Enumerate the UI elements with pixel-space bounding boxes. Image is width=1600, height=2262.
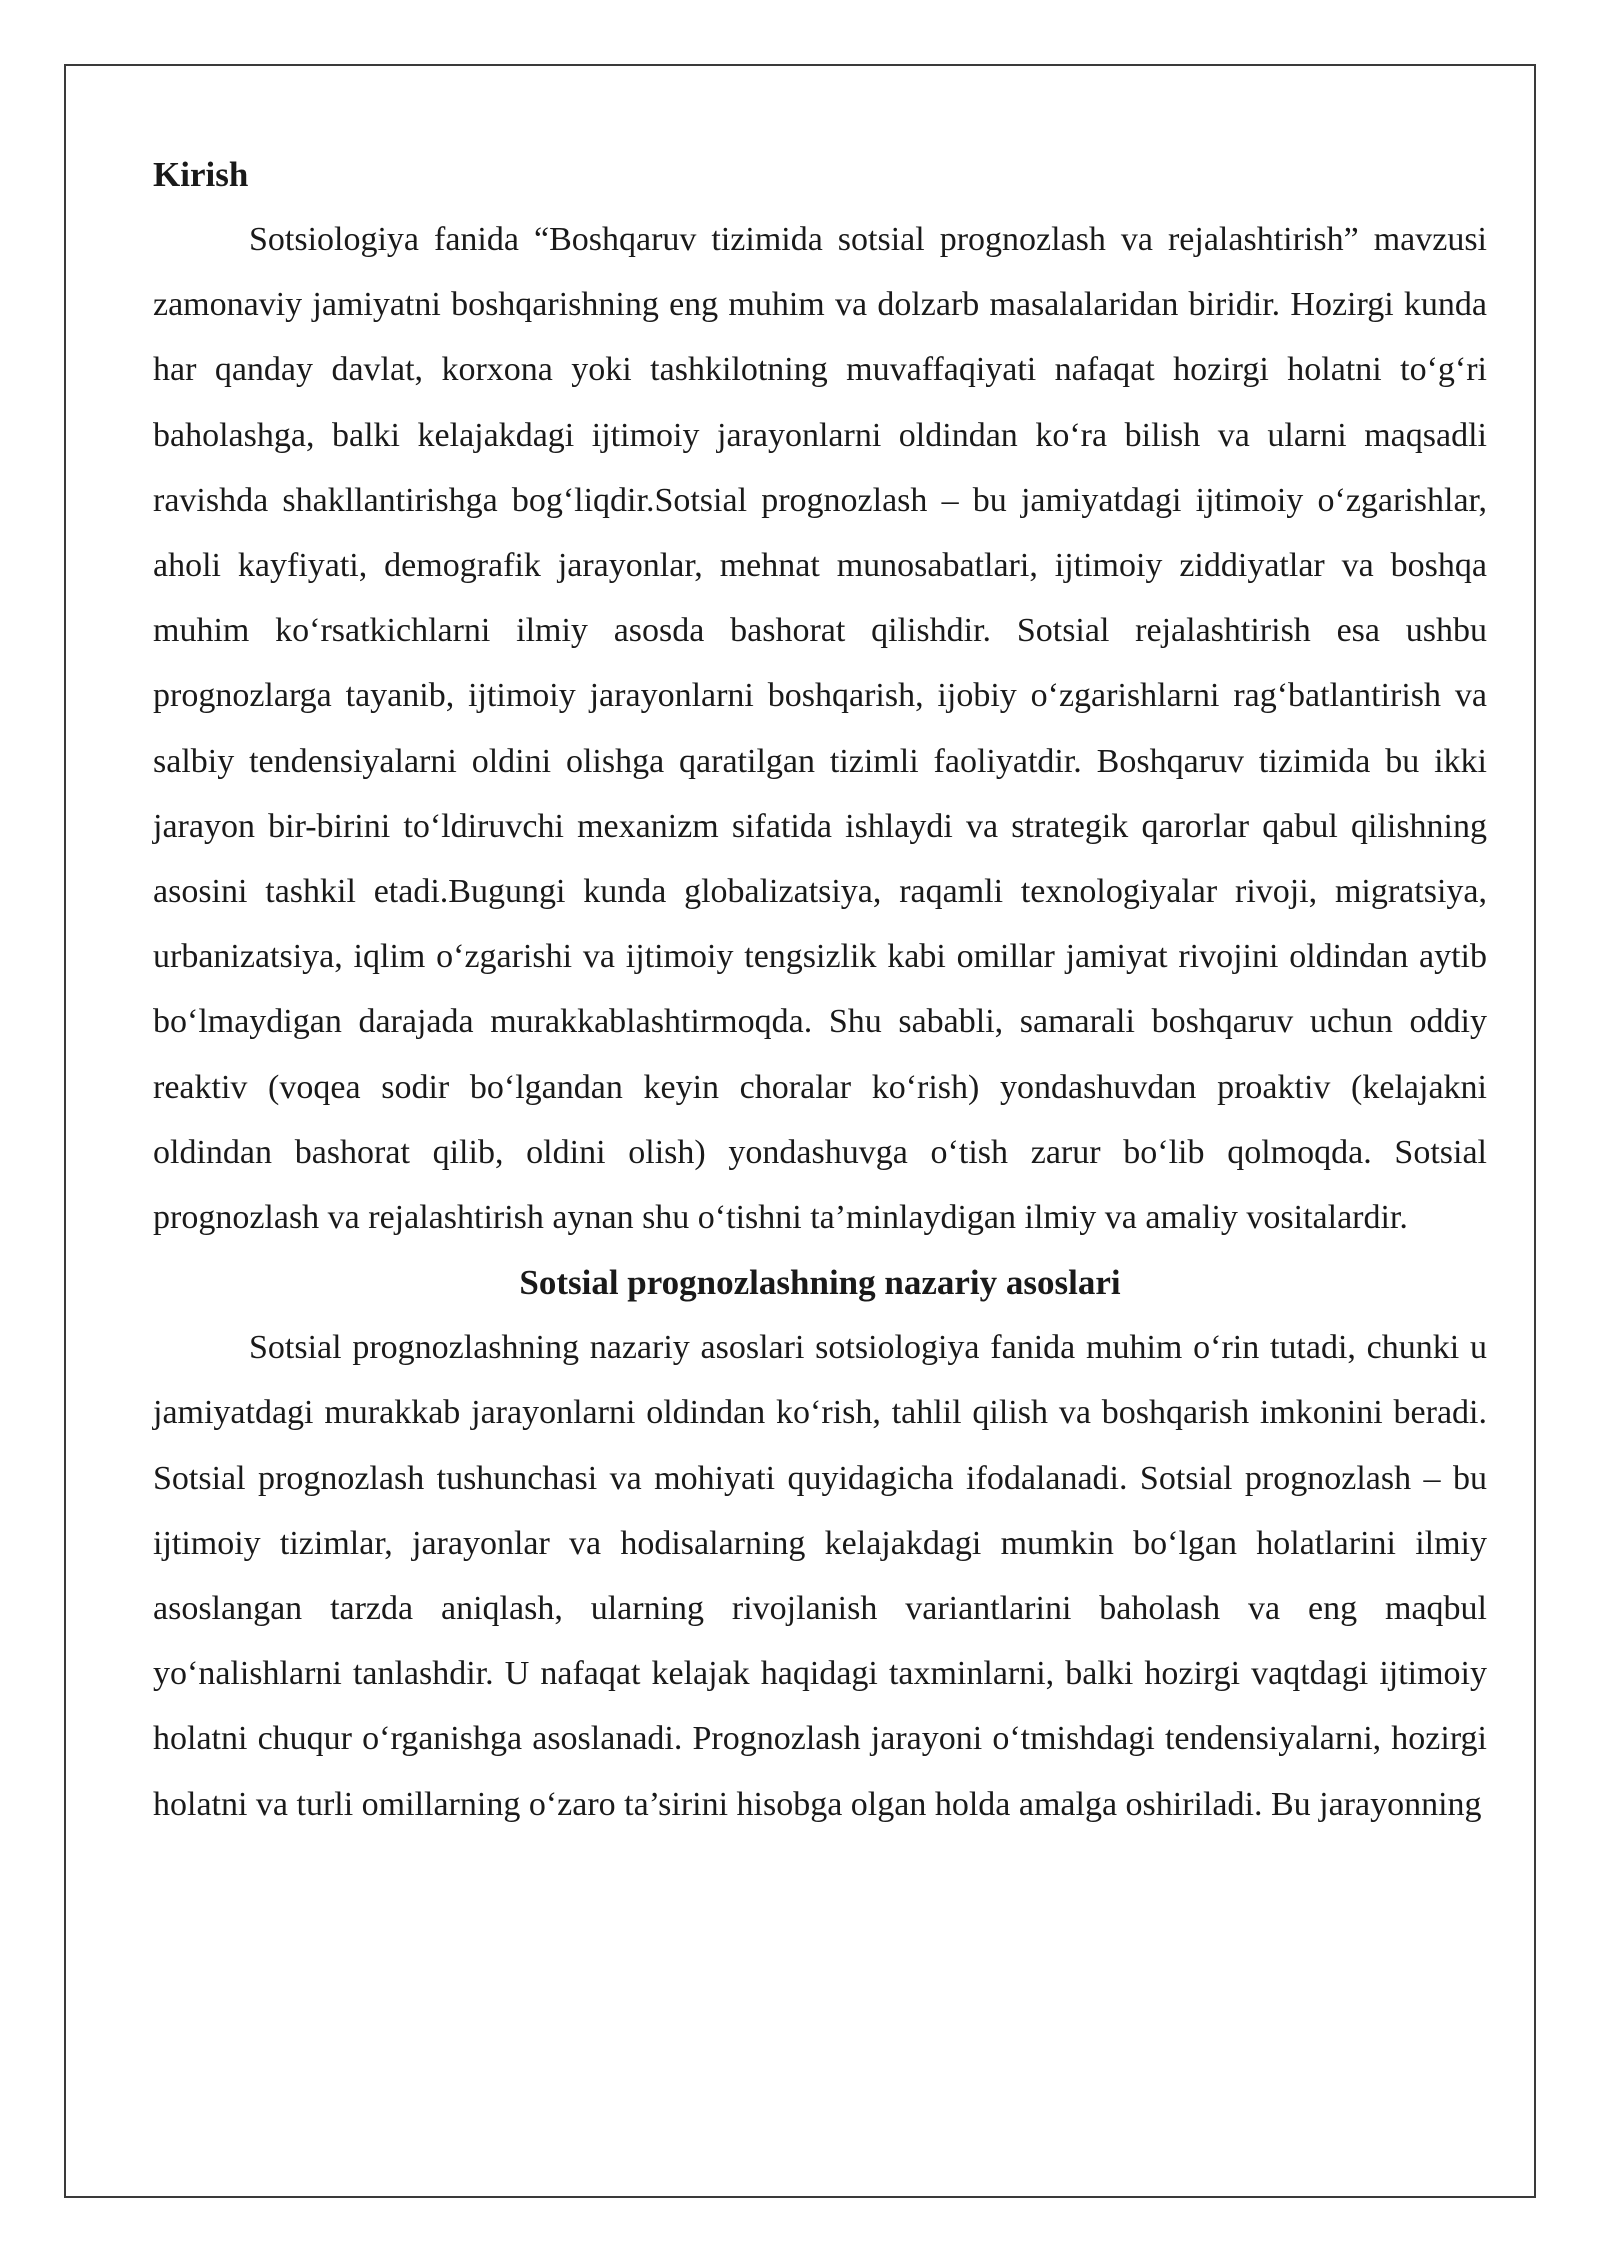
section-heading: Sotsial prognozlashning nazariy asoslari	[519, 1263, 1121, 1303]
intro-paragraph: Sotsiologiya fanida “Boshqaruv tizimida sotsial prognozlash va rejalashtirish” mavzusi zamonaviy jamiyatni boshqarishning eng muhim va dolzarb masalalaridan biridir. Hozirgi kunda har qanday davlat, korxona yoki tashkilotning muvaffaqiyati nafaqat hozirgi holatni to‘g‘ri baholashga, balki kelajakdagi ijtimoiy jarayonlarni oldindan ko‘ra bilish va ularni maqsadli ravishda shakllantirishga bog‘liqdir.Sotsial prognozlash – bu jamiyatdagi ijtimoiy o‘zgarishlar, aholi kayfiyati, demografik jarayonlar, mehnat munosabatlari, ijtimoiy ziddiyatlar va boshqa muhim ko‘rsatkichlarni ilmiy asosda bashorat qilishdir. Sotsial rejalashtirish esa ushbu prognozlarga tayanib, ijtimoiy jarayonlarni boshqarish, ijobiy o‘zgarishlarni rag‘batlantirish va salbiy tendensiyalarni oldini olishga qaratilgan tizimli faoliyatdir. Boshqaruv tizimida bu ikki jarayon bir-birini to‘ldiruvchi mexanizm sifatida ishlaydi va strategik qarorlar qabul qilishning asosini tashkil etadi.Bugungi kunda globalizatsiya, raqamli texnologiyalar rivoji, migratsiya, urbanizatsiya, iqlim o‘zgarishi va ijtimoiy tengsizlik kabi omillar jamiyat rivojini oldindan aytib bo‘lmaydigan darajada murakkablashtirmoqda. Shu sababli, samarali boshqaruv uchun oddiy reaktiv (voqea sodir bo‘lgandan keyin choralar ko‘rish) yondashuvdan proaktiv (kelajakni oldindan bashorat qilib, oldini olish) yondashuvga o‘tish zarur bo‘lib qolmoqda. Sotsial prognozlash va rejalashtirish aynan shu o‘tishni ta’minlaydigan ilmiy va amaliy vositalardir.	[153, 221, 1487, 1237]
intro-heading: Kirish	[153, 155, 249, 194]
document-body	[153, 142, 1487, 1837]
section-paragraph: Sotsial prognozlashning nazariy asoslari sotsiologiya fanida muhim o‘rin tutadi, chunki u jamiyatdagi murakkab jarayonlarni oldindan ko‘rish, tahlil qilish va boshqarish imkonini beradi. Sotsial prognozlash tushunchasi va mohiyati quyidagicha ifodalanadi. Sotsial prognozlash – bu ijtimoiy tizimlar, jarayonlar va hodisalarning kelajakdagi mumkin bo‘lgan holatlarini ilmiy asoslangan tarzda aniqlash, ularning rivojlanish variantlarini baholash va eng maqbul yo‘nalishlarni tanlashdir. U nafaqat kelajak haqidagi taxminlarni, balki hozirgi vaqtdagi ijtimoiy holatni chuqur o‘rganishga asoslanadi. Prognozlash jarayoni o‘tmishdagi tendensiyalarni, hozirgi holatni va turli omillarning o‘zaro ta’sirini hisobga olgan holda amalga oshiriladi. Bu jarayonning	[153, 1329, 1487, 1823]
